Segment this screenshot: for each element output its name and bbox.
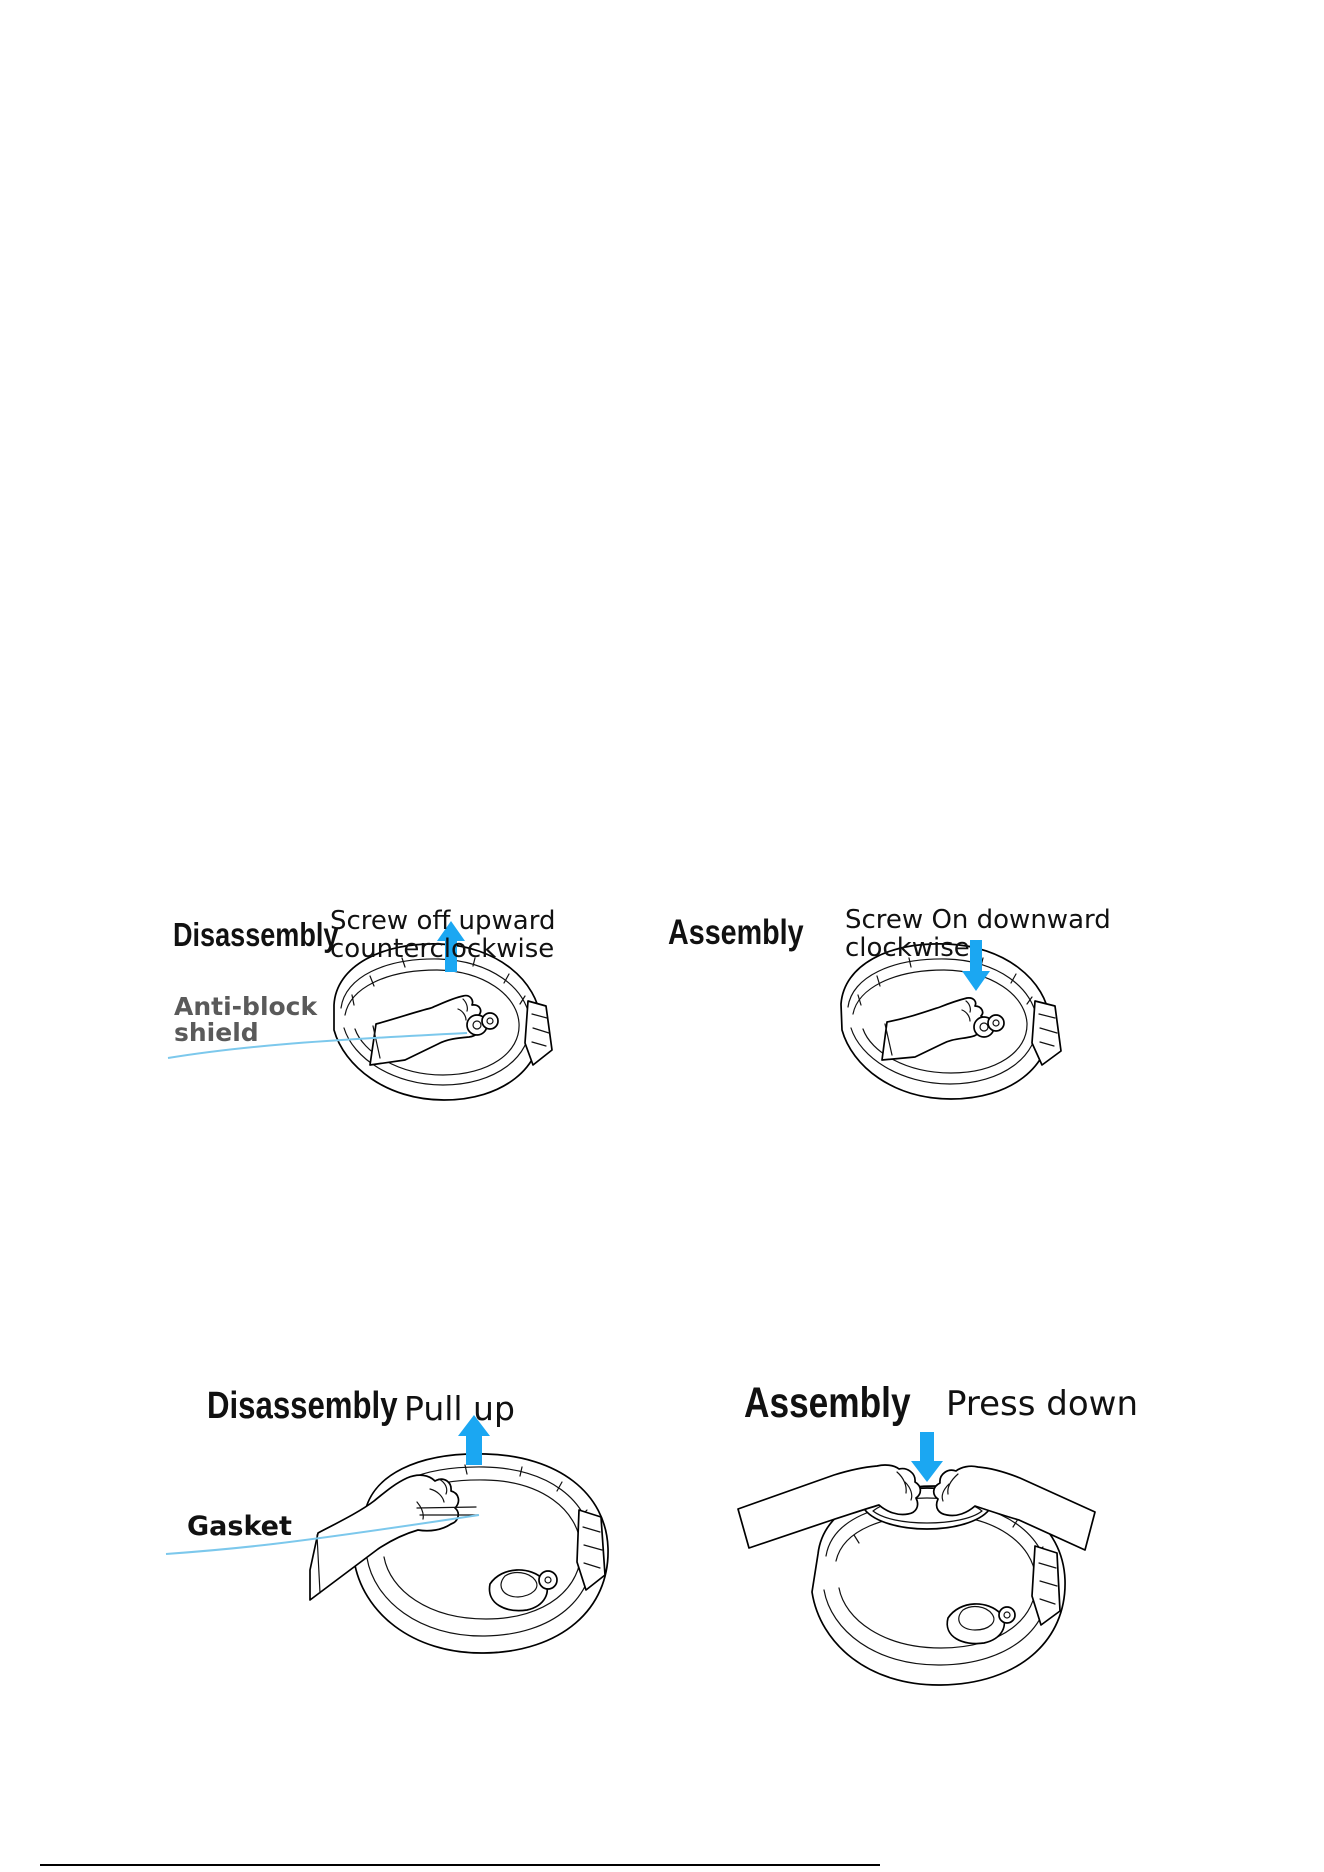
callout-line: Anti-block: [174, 992, 318, 1021]
panel-gasket-disassembly: [160, 1370, 640, 1710]
disassembly-heading: Disassembly: [207, 1385, 398, 1427]
shield-disassembly-instructions: [330, 907, 555, 963]
footer-rule: [40, 1864, 880, 1866]
shield-assembly-instructions: [845, 906, 1111, 962]
gasket-disassembly-instruction: Pull up: [404, 1389, 515, 1428]
callout-line: shield: [174, 1018, 259, 1048]
anti-block-shield-label: [174, 994, 317, 1047]
instruction-line: Screw off upward: [330, 906, 556, 936]
assembly-heading: Assembly: [744, 1379, 911, 1427]
gasket-label: Gasket: [187, 1511, 292, 1542]
instruction-line: counterclockwise: [330, 934, 555, 965]
blue-arrow-icon: [911, 1432, 943, 1482]
panel-shield-disassembly: [160, 900, 600, 1140]
assembly-heading: Assembly: [668, 913, 804, 952]
instruction-line: clockwise: [845, 933, 970, 964]
instruction-line: Screw On downward: [845, 905, 1111, 935]
panel-gasket-assembly: [736, 1360, 1176, 1710]
disassembly-heading: Disassembly: [173, 916, 339, 953]
panel-shield-assembly: [660, 900, 1160, 1140]
gasket-assembly-instruction: Press down: [946, 1384, 1139, 1424]
